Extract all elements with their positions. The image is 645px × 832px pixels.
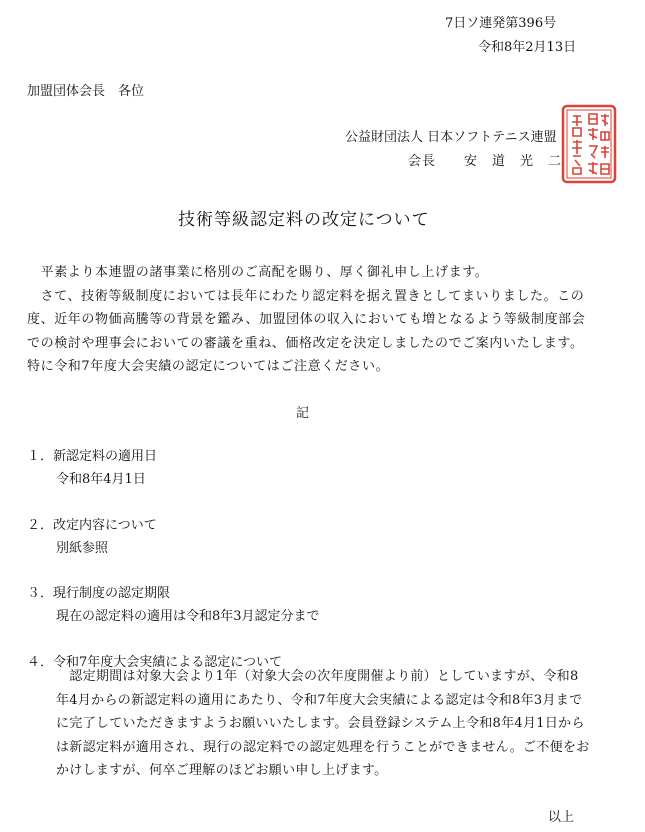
item-2-body: 別紙参照 xyxy=(56,541,109,556)
item-3-heading: ３．現行制度の認定期限 xyxy=(27,586,171,601)
item-1-heading: １．新認定料の適用日 xyxy=(27,449,158,464)
ki-heading: 記 xyxy=(296,406,310,421)
addressee: 加盟団体会長 各位 xyxy=(27,84,145,99)
closing-text: 以上 xyxy=(548,810,575,825)
body-paragraph-2: さて、技術等級制度においては長年にわたり認定料を据え置きとしてまいりました。この度、近年の物価高騰等の背景を鑑み、加盟団体の収入においても増となるよう等級制度部会での検討や理事会においての審議を重ね、価格改定を決定しましたのでご案内いたします。特に令和7年度大会実績の認定についてはご注意ください。 xyxy=(27,288,586,374)
item-2-heading: ２．改定内容について xyxy=(27,518,157,533)
document-date: 令和8年2月13日 xyxy=(478,40,577,55)
body-text xyxy=(27,261,587,379)
item-4-paragraph: 認定期間は対象大会より1年（対象大会の次年度開催より前）としていますが、令和8年4月からの新認定料の適用にあたり、令和7年度大会実績による認定は令和8年3月までに完了していただきますようお願いいたします。会員登録システム上令和8年4月1日からは新認定料が適用され、現行の認定料での認定処理を行うことができません。ご不便をおかけしますが、何卒ご理解のほどお願い申し上げます。 xyxy=(56,669,590,778)
item-4-heading: ４．令和7年度大会実績による認定について xyxy=(27,655,283,670)
item-3-body: 現在の認定料の適用は令和8年3月認定分まで xyxy=(56,609,320,624)
body-paragraph-1: 平素より本連盟の諸事業に格別のご高配を賜り、厚く御礼申し上げます。 xyxy=(27,265,489,280)
official-seal-icon xyxy=(561,104,617,184)
sender-name: 会長 安 道 光 二 xyxy=(408,154,563,169)
document-number: 7日ソ連発第396号 xyxy=(445,16,557,31)
item-4-body xyxy=(56,665,591,783)
sender-organization: 公益財団法人 日本ソフトテニス連盟 xyxy=(345,130,557,145)
item-1-body: 令和8年4月1日 xyxy=(56,472,146,487)
document-title: 技術等級認定料の改定について xyxy=(178,210,430,230)
